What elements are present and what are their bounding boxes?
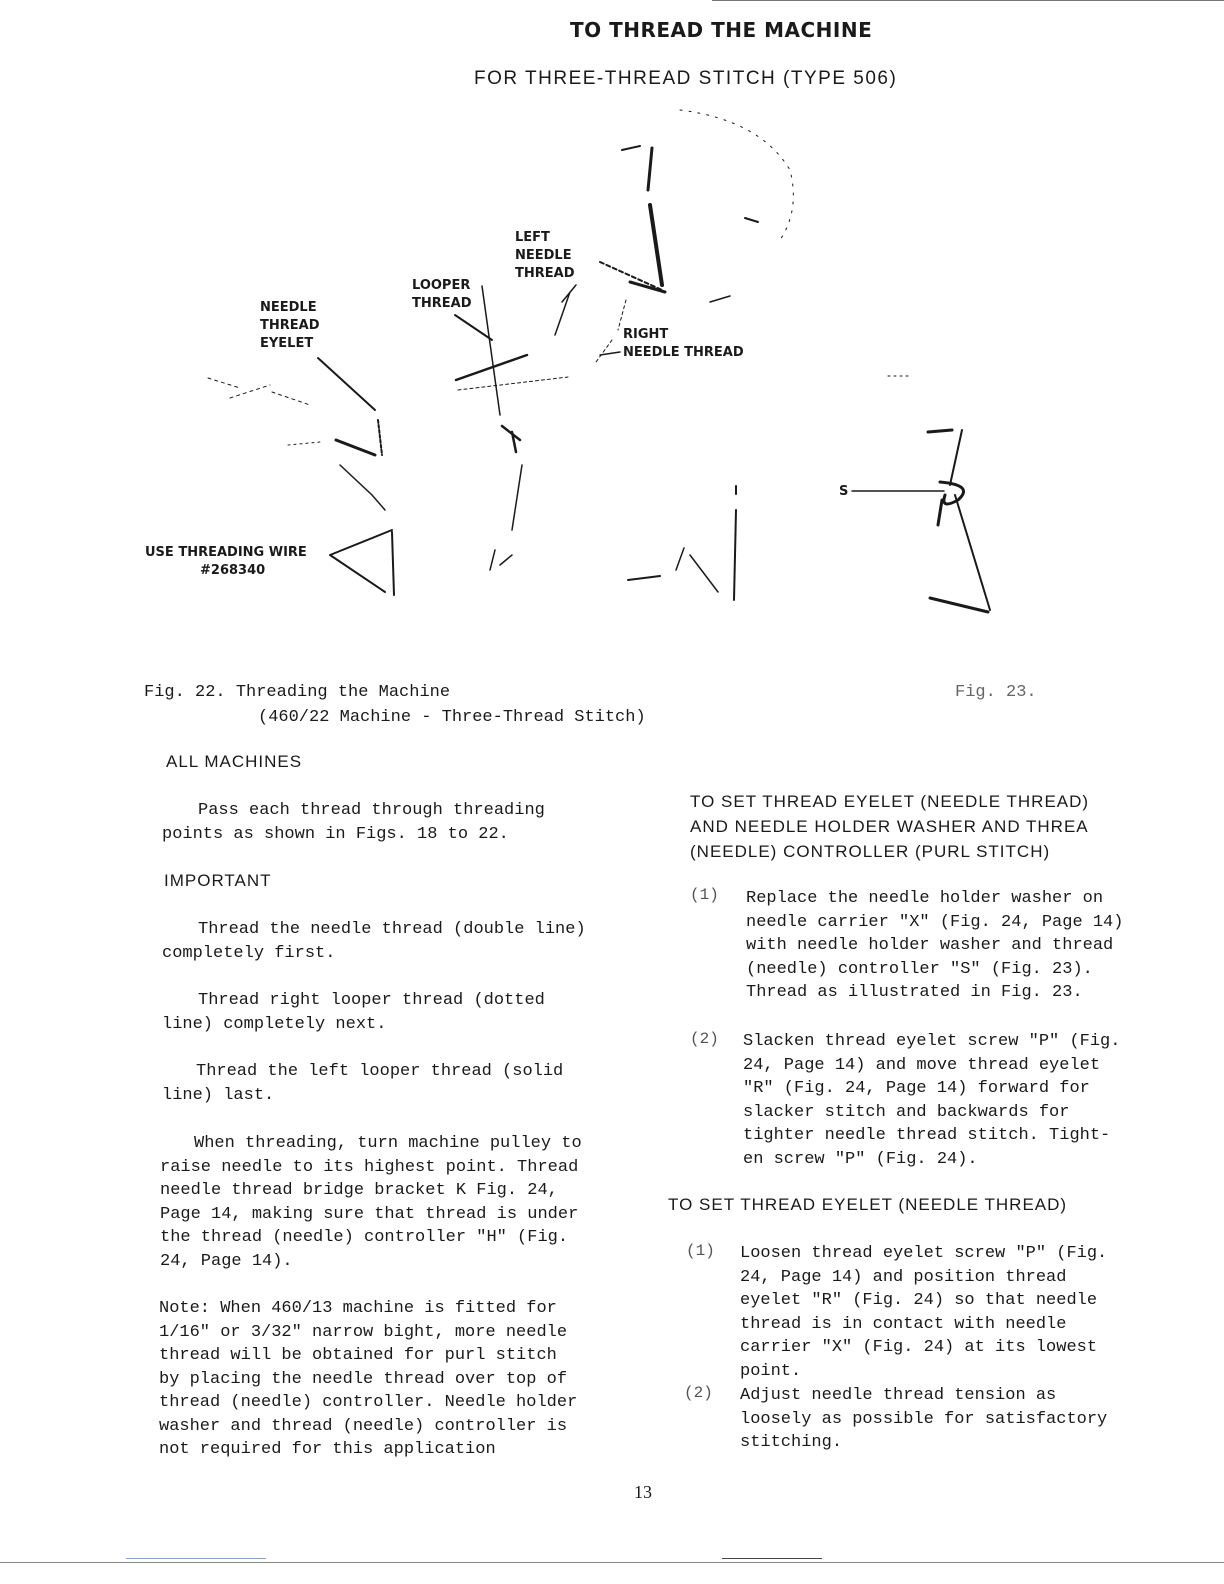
heading-line: (NEEDLE) CONTROLLER (PURL STITCH) (690, 842, 1051, 861)
text-line: slacker stitch and backwards for (743, 1102, 1070, 1122)
list-item (740, 1384, 1107, 1455)
label-right-needle-thread (623, 326, 744, 362)
text-line: not required for this application (159, 1440, 496, 1459)
text-line: points as shown in Figs. 18 to 22. (162, 824, 509, 844)
text-line: line) completely next. (162, 1014, 387, 1034)
list-item (740, 1242, 1107, 1383)
label-line: LEFT (515, 230, 550, 245)
text-line: with needle holder washer and thread (746, 936, 1114, 955)
text-line: Loosen thread eyelet screw "P" (Fig. (740, 1244, 1108, 1263)
text-line: 1/16" or 3/32" narrow bight, more needle (159, 1322, 568, 1342)
text-line: Thread the needle thread (double line) (198, 920, 586, 939)
text-line: needle thread bridge bracket K Fig. 24, (160, 1181, 558, 1200)
item-number: (1) (690, 886, 719, 904)
caption-fig22-line1: Fig. 22. Threading the Machine (144, 683, 451, 702)
text-line: Thread right looper thread (dotted (198, 991, 545, 1010)
text-line: washer and thread (needle) controller is (159, 1416, 568, 1436)
heading-line: TO SET THREAD EYELET (NEEDLE THREAD) (690, 792, 1090, 811)
needle-stroke-main (650, 205, 662, 285)
text-line: Thread as illustrated in Fig. 23. (746, 983, 1083, 1002)
bottom-rule-center (722, 1558, 822, 1559)
text-line: point. (740, 1361, 802, 1381)
text-line: When threading, turn machine pulley to (194, 1134, 582, 1153)
text-line: carrier "X" (Fig. 24) at its lowest (740, 1338, 1098, 1357)
para-thread-needle (162, 918, 586, 965)
heading-important: IMPORTANT (164, 871, 272, 890)
caption-fig22-line2: (460/22 Machine - Three-Thread Stitch) (258, 708, 646, 727)
text-line: stitching. (740, 1433, 843, 1452)
text-line: completely first. (162, 943, 336, 963)
label-line: NEEDLE (260, 300, 317, 315)
para-pass-each (162, 799, 545, 846)
bottom-rule-left (126, 1558, 266, 1559)
list-item (743, 1030, 1120, 1171)
page-subtitle: FOR THREE-THREAD STITCH (TYPE 506) (474, 68, 898, 89)
text-line: en screw "P" (Fig. 24). (743, 1149, 978, 1169)
label-needle-thread-eyelet (260, 299, 320, 353)
text-line: 24, Page 14) and position thread (740, 1267, 1067, 1287)
text-line: 24, Page 14). (160, 1251, 293, 1271)
page-title: TO THREAD THE MACHINE (570, 18, 873, 42)
text-line: thread will be obtained for purl stitch (159, 1346, 557, 1365)
text-line: Pass each thread through threading (198, 801, 545, 820)
text-line: Adjust needle thread tension as (740, 1386, 1057, 1405)
label-line: THREAD (412, 296, 472, 311)
needle-stroke-top (648, 148, 652, 190)
text-line: eyelet "R" (Fig. 24) so that needle (740, 1291, 1098, 1310)
label-line: RIGHT (623, 327, 669, 342)
text-line: "R" (Fig. 24, Page 14) forward for (743, 1079, 1090, 1098)
label-line: THREAD (260, 318, 320, 333)
label-line: NEEDLE (515, 248, 572, 263)
para-when-threading (160, 1132, 582, 1273)
label-looper-thread (412, 277, 472, 313)
text-line: Page 14, making sure that thread is under (160, 1204, 579, 1224)
text-line: Replace the needle holder washer on (746, 889, 1104, 908)
bottom-rule-full (0, 1562, 1224, 1563)
heading-set-eyelet-purl (690, 789, 1089, 864)
text-line: Thread the left looper thread (solid (196, 1062, 564, 1081)
label-line: NEEDLE THREAD (623, 345, 744, 360)
text-line: thread is in contact with needle (740, 1314, 1067, 1334)
text-line: Slacken thread eyelet screw "P" (Fig. (743, 1032, 1121, 1051)
para-thread-left (162, 1060, 563, 1107)
label-use-threading-wire (145, 544, 307, 580)
text-line: line) last. (162, 1085, 275, 1105)
label-line: LOOPER (412, 278, 471, 293)
heading-set-eyelet: TO SET THREAD EYELET (NEEDLE THREAD) (668, 1195, 1068, 1214)
label-line: EYELET (260, 336, 314, 351)
heading-all-machines: ALL MACHINES (166, 752, 303, 771)
list-item (746, 887, 1123, 1005)
text-line: by placing the needle thread over top of (159, 1369, 568, 1389)
label-line: #268340 (200, 563, 266, 578)
text-line: tighter needle thread stitch. Tight- (743, 1126, 1111, 1145)
text-line: raise needle to its highest point. Thread (160, 1157, 579, 1177)
label-left-needle-thread (515, 229, 575, 283)
text-line: Note: When 460/13 machine is fitted for (159, 1299, 557, 1318)
page-number: 13 (634, 1482, 652, 1502)
text-line: loosely as possible for satisfactory (740, 1409, 1108, 1429)
text-line: the thread (needle) controller "H" (Fig. (160, 1228, 569, 1247)
label-line: USE THREADING WIRE (145, 545, 307, 560)
text-line: 24, Page 14) and move thread eyelet (743, 1055, 1101, 1075)
para-note (159, 1297, 577, 1462)
threading-illustration (0, 0, 1224, 700)
heading-line: AND NEEDLE HOLDER WASHER AND THREA (690, 817, 1089, 836)
caption-fig23: Fig. 23. (955, 683, 1037, 702)
item-number: (1) (686, 1242, 715, 1260)
para-thread-right (162, 989, 545, 1036)
label-line: THREAD (515, 266, 575, 281)
text-line: (needle) controller "S" (Fig. 23). (746, 959, 1093, 979)
item-number: (2) (690, 1030, 719, 1048)
item-number: (2) (684, 1384, 713, 1402)
label-fig23-s: S (839, 484, 849, 499)
text-line: needle carrier "X" (Fig. 24, Page 14) (746, 912, 1124, 932)
text-line: thread (needle) controller. Needle holder (159, 1393, 578, 1412)
